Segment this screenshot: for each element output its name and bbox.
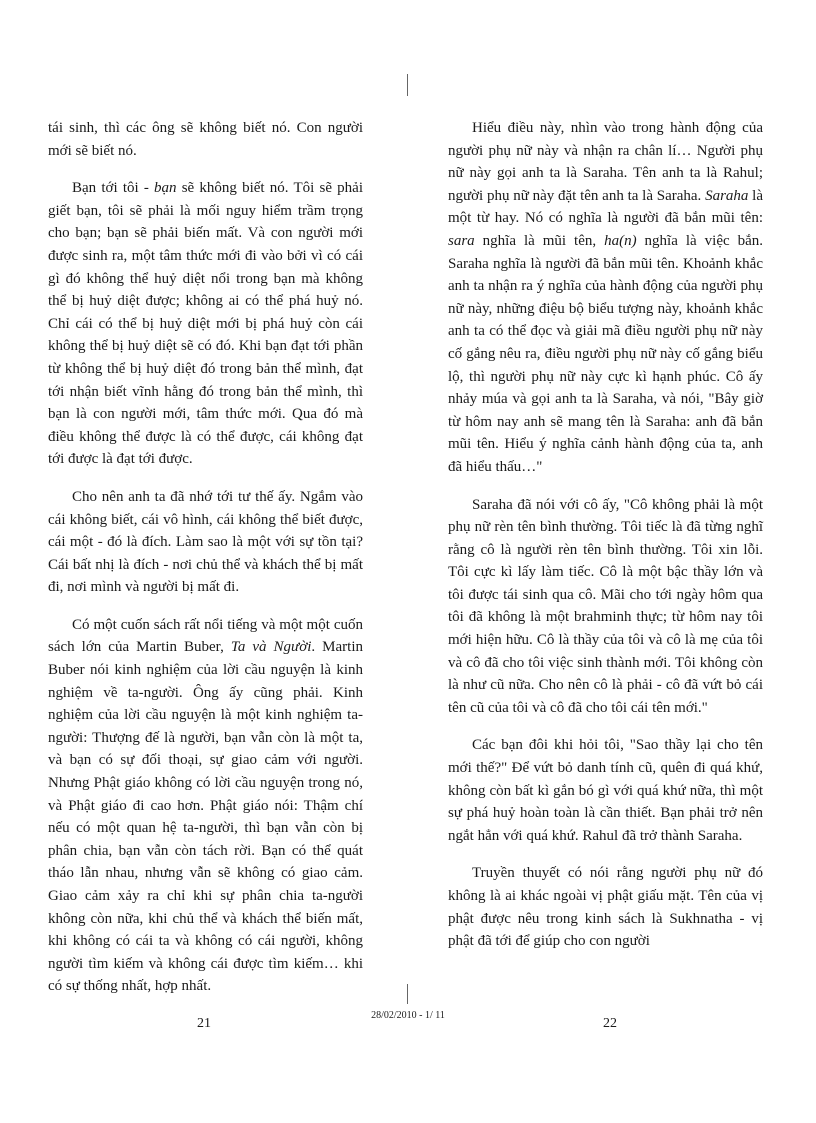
- bottom-crop-mark: [407, 984, 408, 1004]
- page-number-right: 22: [603, 1016, 617, 1031]
- left-page-text: [48, 117, 363, 1013]
- top-crop-mark: [407, 74, 408, 96]
- right-page-text: [448, 117, 763, 968]
- paragraph: Hiểu điều này, nhìn vào trong hành động của người phụ nữ này và nhận ra chân lí… Người phụ nữ này gọi anh ta là Saraha. Tên anh ta là Rahul; người phụ nữ này đặt tên anh ta là Saraha. Saraha là một từ hay. Nó có nghĩa là người đã bắn mũi tên: sara nghĩa là mũi tên, ha(n) nghĩa là việc bắn. Saraha nghĩa là người đã bắn mũi tên. Khoảnh khắc anh ta nhận ra ý nghĩa của hành động của người phụ nữ này, những điệu bộ biểu tượng này, khoảnh khắc anh ta có thể đọc và giải mã điều người phụ nữ này cố gắng nêu ra, điều người phụ nữ này cố gắng biểu lộ, thì người phụ nữ này cực kì hạnh phúc. Cô ấy nhảy múa và gọi anh ta là Saraha, và nói, "Bây giờ từ hôm nay anh sẽ mang tên là Saraha: anh đã bắn mũi tên. Hiểu ý nghĩa cảnh hành động của ta, anh đã hiểu thấu…": [448, 120, 764, 475]
- page-number-left: 21: [197, 1016, 211, 1031]
- paragraph: Saraha đã nói với cô ấy, "Cô không phải là một phụ nữ rèn tên bình thường. Tôi tiếc là đã từng nghĩ rằng cô là người rèn tên bình thường. Tôi xin lỗi. Tôi cực kì lấy làm tiếc. Cô là một bậc thầy lớn và tôi được tái sinh qua cô. Mãi cho tới ngày hôm qua tôi đã không là một brahminh thực; từ hôm nay tôi mới hiện hữu. Cô là thầy của tôi và cô là mẹ của tôi và cô đã cho tôi việc sinh thành mới. Tôi không còn là như cũ nữa. Cho nên cô là phải - cô đã vứt bỏ cái tên cũ của tôi và cô đã cho tôi cái tên mới.": [448, 496, 763, 716]
- date-stamp: 28/02/2010 - 1/ 11: [371, 1010, 445, 1021]
- paragraph: Các bạn đôi khi hỏi tôi, "Sao thầy lại cho tên mới thế?" Để vứt bỏ danh tính cũ, quên đi quá khứ, không còn bất kì gắn bó gì với quá khứ nữa, thì một sự phá huỷ hoàn toàn là cần thiết. Bạn phải trở nên ngắt hẳn với quá khứ. Rahul đã trở thành Saraha.: [448, 737, 763, 844]
- paragraph: Truyền thuyết có nói rằng người phụ nữ đó không là ai khác ngoài vị phật giấu mặt. Tên của vị phật được nêu trong kinh sách là Sukhnatha - vị phật đã tới để giúp cho con người: [448, 865, 763, 950]
- paragraph: Có một cuốn sách rất nổi tiếng và một một cuốn sách lớn của Martin Buber, Ta và Người. Martin Buber nói kinh nghiệm của lời cầu nguyện là kinh nghiệm về ta-người. Ông ấy cũng phải. Kinh nghiệm của lời cầu nguyện là một kinh nghiệm ta-người: Thượng đế là người, bạn vẫn còn là một ta, và bạn có sự đối thoại, sự giao cảm với người. Nhưng Phật giáo không có lời cầu nguyện trong nó, và Phật giáo đi cao hơn. Phật giáo nói: Thậm chí nếu có một quan hệ ta-người, thì bạn vẫn còn bị phân chia, bạn vẫn còn tách rời. Bạn có thể quát tháo lẫn nhau, nhưng vẫn sẽ không có giao cảm. Giao cảm xảy ra chỉ khi sự phân chia ta-người không còn nữa, khi chủ thể và khách thể biến mất, khi không có cái ta và không có cái người, không người tìm kiếm và không cái được tìm kiếm… khi có sự thống nhất, hợp nhất.: [48, 616, 364, 995]
- paragraph: tái sinh, thì các ông sẽ không biết nó. Con người mới sẽ biết nó.: [48, 120, 363, 159]
- paragraph: Cho nên anh ta đã nhớ tới tư thế ấy. Ngắm vào cái không biết, cái vô hình, cái không thể biết được, cái một - đó là đích. Làm sao là một với sự tồn tại? Cái bất nhị là đích - nơi chủ thể và khách thể bị mất đi, nơi mình và người bị mất đi.: [48, 488, 363, 596]
- paragraph: Bạn tới tôi - bạn sẽ không biết nó. Tôi sẽ phải giết bạn, tôi sẽ phải là mối nguy hiểm trầm trọng cho bạn; bạn sẽ phải biến mất. Và con người mới được sinh ra, một tâm thức mới đi vào bởi vì có cái gì đó không thể huỷ diệt nổi trong bạn mà không thể bị huỷ diệt được; không ai có thể phá huỷ nó. Chỉ cái có thể bị huỷ diệt mới bị phá huỷ còn cái không thể bị huỷ diệt sẽ có đó. Khi bạn đạt tới phần từ không thể bị huỷ diệt đó trong bản thể mình, đạt tới nhận biết vĩnh hằng đó trong bản thể mình, thì bạn là con người mới, tâm thức mới. Qua đó mà điều không thể được là có thể được, cái không đạt tới được là đạt tới được.: [48, 180, 363, 468]
